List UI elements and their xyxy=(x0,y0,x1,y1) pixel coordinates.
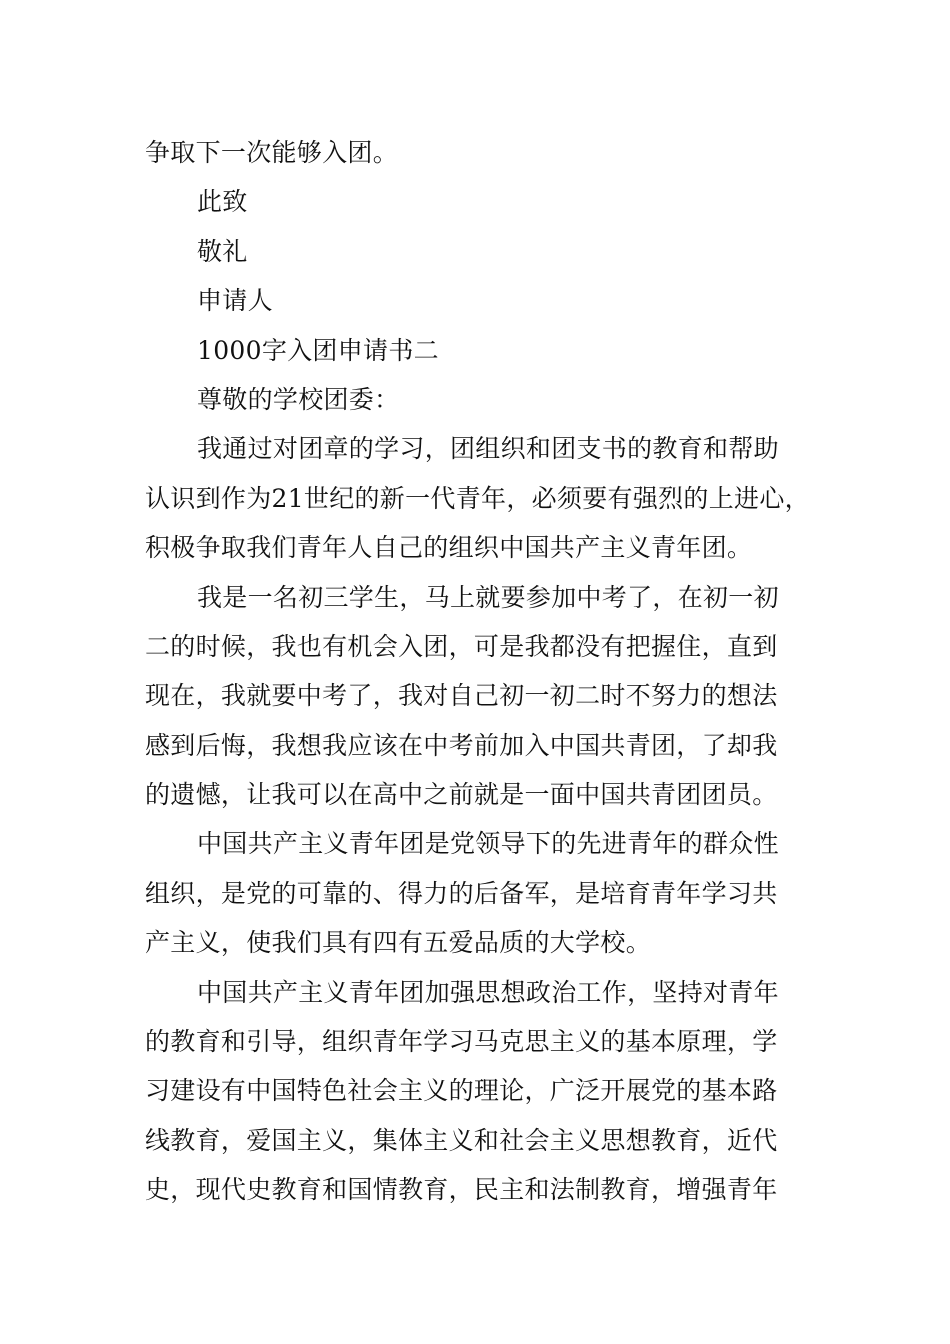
text-line-2: 此致 xyxy=(197,187,248,217)
text-line-13: 感到后悔，我想我应该在中考前加入中国共青团，了却我 xyxy=(145,730,778,760)
text-line-4: 申请人 xyxy=(197,286,273,316)
text-line-17: 产主义，使我们具有四有五爱品质的大学校。 xyxy=(145,928,652,958)
text-line-16: 组织，是党的可靠的、得力的后备军，是培育青年学习共 xyxy=(145,878,778,908)
text-line-8: 认识到作为21世纪的新一代青年，必须要有强烈的上进心， xyxy=(145,483,810,513)
text-line-22: 史，现代史教育和国情教育，民主和法制教育，增强青年 xyxy=(145,1175,778,1205)
text-line-15: 中国共产主义青年团是党领导下的先进青年的群众性 xyxy=(197,829,779,859)
text-line-18: 中国共产主义青年团加强思想政治工作，坚持对青年 xyxy=(197,977,779,1007)
section-heading: 1000字入团申请书二 xyxy=(197,335,439,365)
text-line-9: 积极争取我们青年人自己的组织中国共产主义青年团。 xyxy=(145,533,753,563)
text-line-21: 线教育，爱国主义，集体主义和社会主义思想教育，近代 xyxy=(145,1125,778,1155)
text-line-14: 的遗憾，让我可以在高中之前就是一面中国共青团团员。 xyxy=(145,780,778,810)
text-line-7: 我通过对团章的学习，团组织和团支书的教育和帮助 xyxy=(197,434,779,464)
text-line-10: 我是一名初三学生，马上就要参加中考了，在初一初 xyxy=(197,582,779,612)
text-line-20: 习建设有中国特色社会主义的理论，广泛开展党的基本路 xyxy=(145,1076,778,1106)
text-line-19: 的教育和引导，组织青年学习马克思主义的基本原理，学 xyxy=(145,1027,778,1057)
text-line-12: 现在，我就要中考了，我对自己初一初二时不努力的想法 xyxy=(145,681,778,711)
text-line-1: 争取下一次能够入团。 xyxy=(145,138,399,167)
salutation: 尊敬的学校团委： xyxy=(197,384,400,414)
text-line-11: 二的时候，我也有机会入团，可是我都没有把握住，直到 xyxy=(145,631,778,661)
text-line-3: 敬礼 xyxy=(197,236,248,266)
